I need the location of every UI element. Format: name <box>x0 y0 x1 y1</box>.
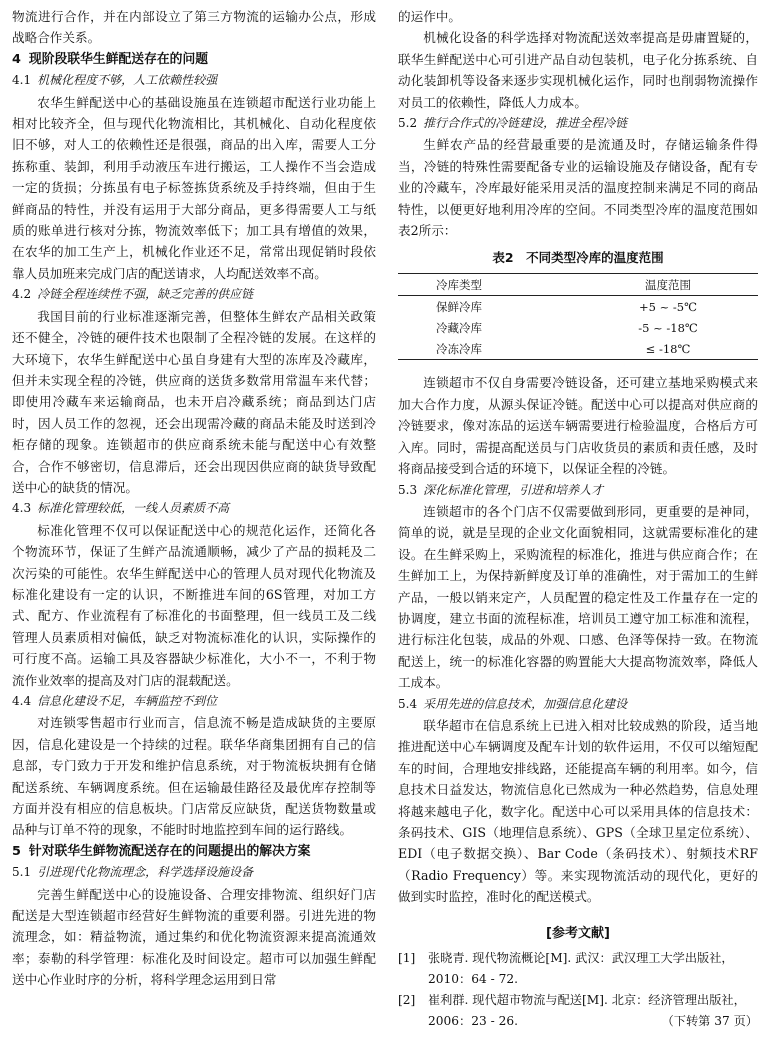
reference-body: 崔利群. 现代超市物流与配送[M]. 北京：经济管理出版社，2006：23 - 26. <box>428 992 746 1028</box>
references-heading: [参考文献] <box>546 925 610 941</box>
section-number: 5.4 <box>398 696 418 711</box>
table-cell: 冷藏冷库 <box>436 320 482 335</box>
section-title: 针对联华生鲜物流配送存在的问题提出的解决方案 <box>28 843 311 859</box>
paragraph: 农华生鲜配送中心的基础设施虽在连锁超市配送行业功能上相对比较齐全，但与现代化物流相比，其机械化、自动化程度依旧不够，对人工的依赖性还是很强，商品的出入库，需要人工分拣称重、装卸，利用手动液压车进行搬运，工人操作不当会造成一定的货损；分拣虽有电子标签拣货系统及手持终端，但由于生鲜商品的特性，并没有运用于大部分商品，更多得需要人工与纸质的账单进行核对分拣，物流效率低下；加工具有增值的效果，在农华的加工生产上，机械化作业还不足，常常出现促销时段依靠人员加班来完成门店的配送请求，人均配送效率不高。 <box>12 94 376 281</box>
section-number: 5.3 <box>398 482 418 497</box>
table-caption: 表2 不同类型冷库的温度范围 <box>492 250 664 266</box>
section-title: 深化标准化管理，引进和培养人才 <box>423 482 604 497</box>
paragraph: 联华超市在信息系统上已进入相对比较成熟的阶段，适当地推进配送中心车辆调度及配车计划的软件运用，不仅可以缩短配车的时间，合理地安排线路，还能提高车辆的利用率。如今，信息技术日益发达，物流信息化已然成为一种必然趋势，信息处理将越来越电子化，数字化。配送中心可以采用具体的信息技术：条码技术、GIS（地理信息系统）、GPS（全球卫星定位系统）、EDI（电子数据交换）、Bar Code（条码技术）、射频技术RF（Radio Frequency）等。来实现物流活动的现代化，更好的做到实时监控，准时化的配送模式。 <box>398 717 758 905</box>
right-column <box>398 6 758 1032</box>
section-title: 采用先进的信息技术，加强信息化建设 <box>423 696 628 711</box>
paragraph: 连锁超市不仅自身需要冷链设备，还可建立基地采购模式来加大合作力度，从源头保证冷链。配送中心可以提高对供应商的冷链要求，像对冻品的运送车辆需要进行检验温度，合格后方可入库。同时，需提高配送员与门店收货员的素质和责任感，及时将商品接受到合适的环境下，以保证全程的冷链。 <box>398 375 758 477</box>
reference-number: [1] <box>398 950 416 965</box>
paragraph: 我国目前的行业标准逐渐完善，但整体生鲜农产品相关政策还不健全，冷链的硬件技术也限制了全程冷链的发展。在这样的大环境下，农华生鲜配送中心虽自身建有大型的冻库及冷藏库，但并未实现全程的冷链，供应商的送货多数常用常温车来代替；即使用冷藏车来运输商品，也未开启冷藏系统；商品到达门店时，因人员工作的忽视，还会出现需冷藏的商品未能及时送到冷柜存储的现象。连锁超市的供应商系统未能与配送中心有效整合，合作不够密切，信息滞后，还会出现因供应商的缺货导致配送中心的缺货的情况。 <box>12 308 376 495</box>
table-row <box>398 296 758 318</box>
subsection-heading <box>398 480 758 501</box>
table-cell: 冷冻冷库 <box>436 341 482 356</box>
subsection-heading <box>12 498 376 519</box>
paragraph: 物流进行合作，并在内部设立了第三方物流的运输办公点，形成战略合作关系。 <box>12 9 376 46</box>
table-cell: 保鲜冷库 <box>436 299 482 314</box>
section-title: 引进现代化物流理念，科学选择设施设备 <box>37 865 254 880</box>
reference-body: 张晓青. 现代物流概论[M]. 武汉：武汉理工大学出版社，2010：64 - 72. <box>428 950 734 986</box>
paragraph: 连锁超市的各个门店不仅需要做到形同，更重要的是神同，简单的说，就是呈现的企业文化面貌相同，这就需要标准化的建设。在生鲜采购上，采购流程的标准化，推进与供应商合作；在生鲜加工上，为保持新鲜度及订单的准确性，对于需加工的生鲜产品，一般以销来定产，人员配置的稳定性及工作量存在一定的协调度，建立书面的流程标准，培训员工遵守加工标准和流程，进行标注化包装，成品的外观、口感、色泽等保持一致。在物流配送上，统一的标准化容器的购置能大大提高物流效率，降低人工成本。 <box>398 503 758 691</box>
subsection-heading <box>12 284 376 305</box>
table-header-cell: 温度范围 <box>645 277 691 292</box>
section-number: 4.3 <box>12 501 32 516</box>
table-cell: -5 ~ -18℃ <box>638 320 698 335</box>
table-row <box>398 338 758 360</box>
paragraph: 对连锁零售超市行业而言，信息流不畅是造成缺货的主要原因，信息化建设是一个持续的过程。联华华商集团拥有自己的信息部，专门致力于开发和维护信息系统，对于物流板块拥有仓储配送系统、车辆调度系统。但在运输最佳路径及最优库存控制等方面并没有相应的信息板块。门店常反应缺货，配送货物数量或品种与订单不符的现象，不能时时地监控到车间的运行路线。 <box>12 715 376 838</box>
section-number: 4.4 <box>12 694 32 708</box>
reference-item <box>398 948 758 990</box>
section-number: 4 <box>12 51 21 67</box>
section-title: 信息化建设不足，车辆监控不到位 <box>37 694 218 708</box>
paragraph: 标准化管理不仅可以保证配送中心的规范化运作，还简化各个物流环节，保证了生鲜产品流通顺畅，减少了产品的损耗及二次污染的可能性。农华生鲜配送中心的管理人员对现代化物流及标准化建设有一定的认识，不断推进车间的6S管理，对加工方式、配方、作业流程有了标准化的书面整理，但一线员工及二线管理人员素质相对偏低，缺乏对物流标准化的认识，实际操作的可行度不高。运输工具及容器缺少标准化，大小不一，不利于物流作业效率的提高及对门店的混载配送。 <box>12 522 376 688</box>
section-title: 标准化管理较低，一线人员素质不高 <box>37 501 230 516</box>
section-title: 冷链全程连续性不强，缺乏完善的供应链 <box>37 287 254 302</box>
section-title: 推行合作式的冷链建设，推进全程冷链 <box>423 116 628 131</box>
temperature-table <box>398 273 758 360</box>
left-column <box>12 6 376 991</box>
subsection-heading <box>12 691 376 712</box>
section-heading <box>12 841 376 862</box>
reference-number: [2] <box>398 992 416 1007</box>
paragraph: 机械化设备的科学选择对物流配送效率提高是毋庸置疑的，联华生鲜配送中心可引进产品自动包装机，电子化分拣系统、自动化装卸机等设备来逐步实现机械化运作，同时也削弱物流操作对员工的依赖性，降低人力成本。 <box>398 30 758 110</box>
subsection-heading <box>398 113 758 134</box>
section-heading <box>12 49 376 70</box>
subsection-heading <box>12 862 376 883</box>
section-number: 5.2 <box>398 116 418 131</box>
section-number: 5.1 <box>12 865 32 880</box>
reference-text <box>428 990 758 1032</box>
continued-note: （下转第 37 页） <box>661 1013 758 1028</box>
reference-item <box>398 990 758 1032</box>
paragraph: 完善生鲜配送中心的设施设备、合理安排物流、组织好门店配送是大型连锁超市经营好生鲜物流的重要利器。引进先进的物流理念，如：精益物流，通过集约和优化物流资源来提高流通效率；泰勒的科学管理：标准化及时间设定。超市可以加强生鲜配送中心作业时序的分析，将科学理念运用到日常 <box>12 886 376 988</box>
table-cell: ≤ -18℃ <box>645 341 691 356</box>
table-cell: +5 ~ -5℃ <box>639 299 697 314</box>
section-title: 机械化程度不够，人工依赖性较强 <box>37 73 218 88</box>
section-number: 4.1 <box>12 73 32 88</box>
reference-text <box>428 948 758 990</box>
subsection-heading <box>398 694 758 715</box>
table-header-cell: 冷库类型 <box>436 277 482 292</box>
paragraph: 生鲜农产品的经营最重要的是流通及时，存储运输条件得当，冷链的特殊性需要配备专业的运输设施及存储设备，配有专业的冷藏车，冷库最好能采用灵活的温度控制来满足不同的商品特性，以便更好地利用冷库的空间。不同类型冷库的温度范围如表2所示： <box>398 137 758 239</box>
section-title: 现阶段联华生鲜配送存在的问题 <box>28 51 209 67</box>
table-row <box>398 317 758 338</box>
section-number: 5 <box>12 843 21 859</box>
subsection-heading <box>12 70 376 91</box>
paragraph: 的运作中。 <box>398 9 461 24</box>
section-number: 4.2 <box>12 287 32 302</box>
table-header-row <box>398 274 758 296</box>
